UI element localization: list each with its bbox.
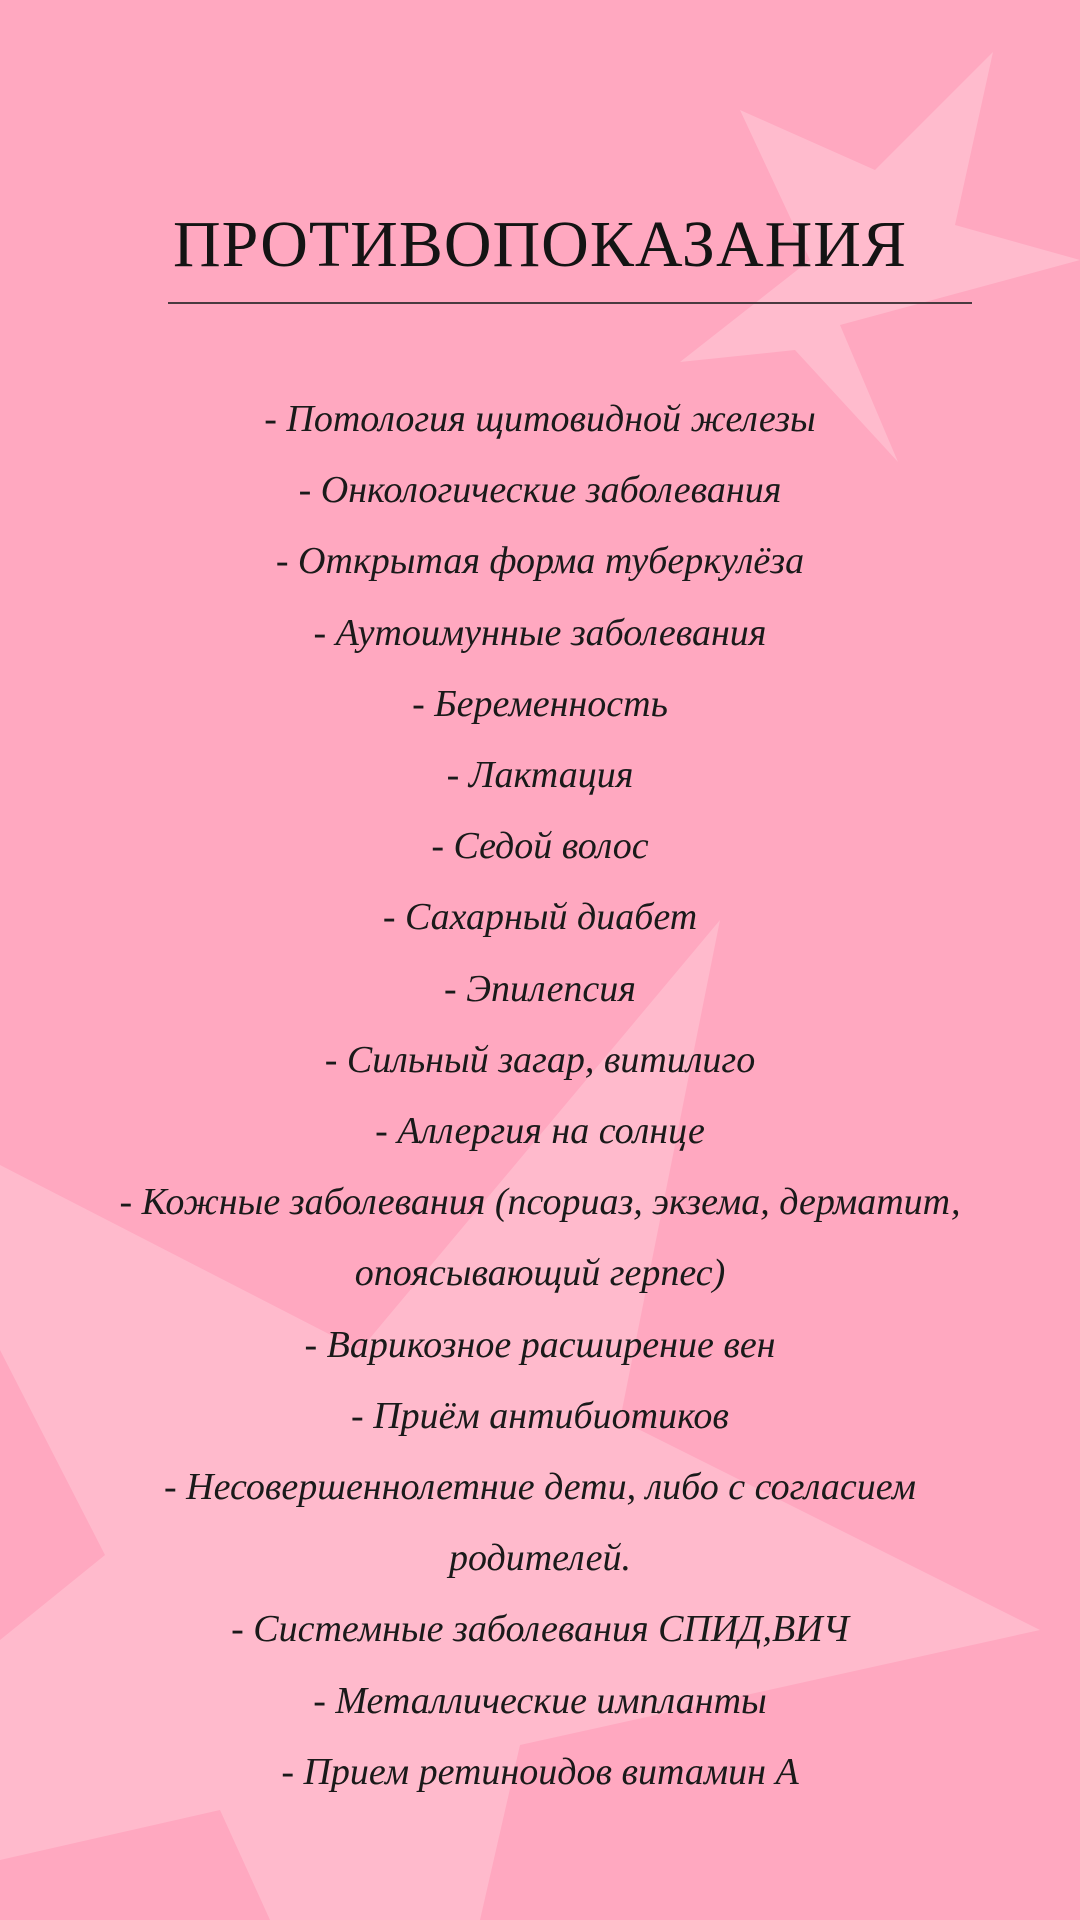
list-item: - Системные заболевания СПИД,ВИЧ [231, 1608, 849, 1651]
list-item: - Несовершеннолетние дети, либо с согласием родителей. [164, 1466, 916, 1580]
list-item: - Металлические импланты [313, 1679, 767, 1722]
list-item: - Аллергия на солнце [375, 1110, 705, 1153]
list-item: - Варикозное расширение вен [304, 1323, 776, 1366]
list-item: - Беременность [412, 682, 668, 725]
list-item: - Седой волос [431, 825, 649, 868]
list-item-line: - Кожные заболевания (псориаз, экзема, дерматит, [119, 1181, 961, 1224]
contraindications-list [70, 384, 1010, 1808]
list-item: - Эпилепсия [444, 967, 636, 1010]
list-item: - Сахарный диабет [382, 896, 698, 939]
title-divider [168, 302, 972, 304]
list-item [70, 1167, 1010, 1309]
list-item: - Приём антибиотиков [351, 1394, 729, 1437]
list-item-line: опоясывающий герпес) [354, 1252, 726, 1295]
list-item: - Потология щитовидной железы [264, 398, 816, 440]
page-title: ПРОТИВОПОКАЗАНИЯ [173, 208, 907, 281]
list-item: - Лактация [446, 754, 634, 797]
list-item: - Открытая форма туберкулёза [275, 540, 805, 583]
list-item: - Прием ретиноидов витамин А [281, 1750, 799, 1793]
list-item: - Аутоимунные заболевания [313, 611, 767, 654]
list-item: - Онкологические заболевания [298, 469, 782, 512]
list-item: - Сильный загар, витилиго [324, 1038, 756, 1081]
